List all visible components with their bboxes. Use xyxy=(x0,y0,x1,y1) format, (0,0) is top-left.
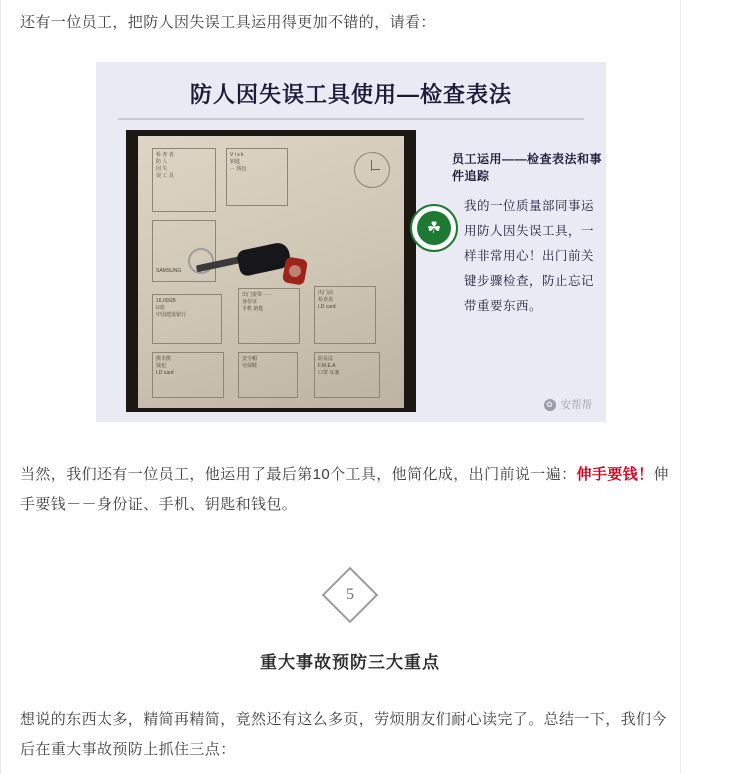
watermark-label: 安帮帮 xyxy=(560,399,592,411)
checklist-cell: 16.00GB U盘 中国建设银行 xyxy=(152,294,222,344)
section-divider xyxy=(0,575,700,615)
checklist-cell: SAMSUNG xyxy=(152,220,216,282)
figure-body-text: 我的一位质量部同事运用防人因失误工具，一样非常用心！出门前关键步骤检查，防止忘记带重要东西。 xyxy=(464,199,595,313)
checklist-cell: 熊本熊 钱包 I.D card xyxy=(152,352,224,398)
figure-photo xyxy=(126,130,416,412)
figure-title: 防人因失误工具使用—检查表法 xyxy=(189,82,512,107)
figure-heading: 员工运用——检查表法和事件追踪 xyxy=(452,152,603,183)
checklist-cell: 出门前 检查表 I.D card xyxy=(314,286,376,344)
section-title: 重大事故预防三大重点 xyxy=(260,653,440,672)
checklist-cell: V i s k 钥匙 － 钱包 xyxy=(226,148,288,206)
highlight-phrase: 伸手要钱！ xyxy=(576,466,654,483)
figure-title-underline xyxy=(118,118,584,120)
clover-icon xyxy=(410,204,458,252)
car-key-object xyxy=(184,244,304,284)
paragraph-tenth-tool-part2: 伸手要钱－－身份证、手机、钥匙和钱包。 xyxy=(20,466,669,513)
clover-glyph: ☘ xyxy=(417,211,451,245)
diamond-marker xyxy=(322,567,379,624)
keychain-charm xyxy=(282,256,308,285)
watermark xyxy=(544,397,593,412)
handwritten-checklist-paper xyxy=(138,136,404,408)
figure-slide xyxy=(96,62,606,422)
checklist-cell: 出门要带－－ 身份证 手机 钥匙 xyxy=(238,288,300,344)
paragraph-tenth-tool-part1: 当然，我们还有一位员工，他运用了最后第10个工具，他简化成，出门前说一遍： xyxy=(20,466,577,483)
paragraph-tenth-tool xyxy=(20,460,680,520)
paragraph-intro: 还有一位员工，把防人因失误工具运用得更加不错的，请看： xyxy=(20,14,436,31)
checklist-cell: 安全帽 劳保鞋 xyxy=(238,352,298,398)
clock-sketch-icon xyxy=(354,152,390,188)
checklist-cell: 防呆法 F.M.E.A 口罩 耳塞 xyxy=(314,352,380,398)
checklist-cell: 检 查 表 防 人 因 失 误 工 具 xyxy=(152,148,216,212)
circle-avatar-icon: ✿ xyxy=(544,399,556,411)
paragraph-summary: 想说的东西太多，精简再精简，竟然还有这么多页，劳烦朋友们耐心读完了。总结一下，我们今后在重大事故预防上抓住三点： xyxy=(20,711,667,758)
divider-number: 5 xyxy=(346,586,354,603)
